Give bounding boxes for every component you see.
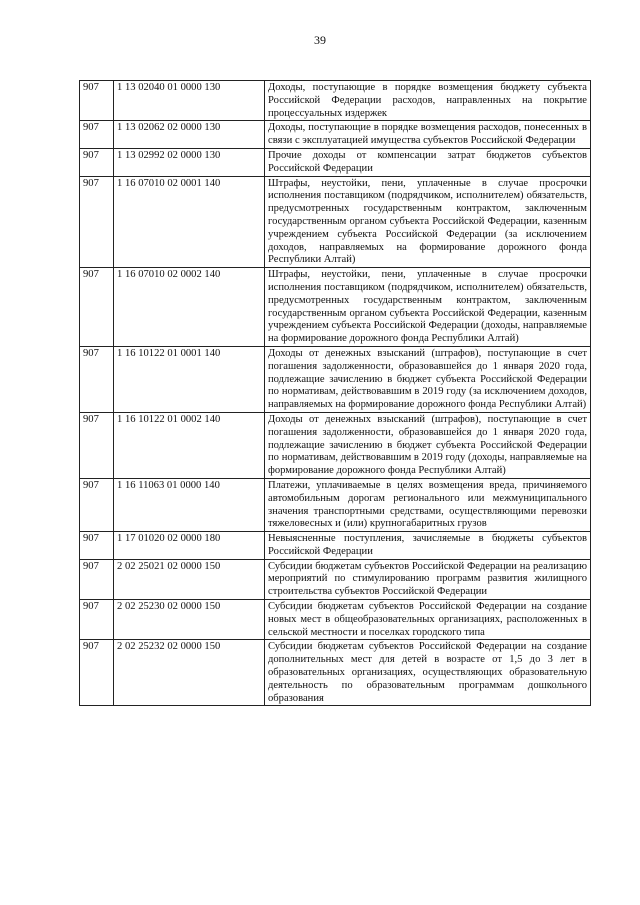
table-row — [80, 412, 591, 478]
table-row — [80, 478, 591, 531]
table-row — [80, 121, 591, 149]
description-cell: Субсидии бюджетам субъектов Российской Федерации на реализацию мероприятий по стимулированию программ развития жилищного строительства субъектов Российской Федерации — [265, 559, 591, 599]
table-row — [80, 148, 591, 176]
budget-code-cell: 1 17 01020 02 0000 180 — [114, 532, 265, 560]
budget-code-cell: 1 16 10122 01 0001 140 — [114, 346, 265, 412]
description-cell: Штрафы, неустойки, пени, уплаченные в случае просрочки исполнения поставщиком (подрядчиком, исполнителем) обязательств, предусмотренных государственным контрактом, заключенным государственным органом субъекта Российской Федерации, казенным учреждением субъекта Российской Федерации (доходы, направляемые на формирование дорожного фонда Республики Алтай) — [265, 268, 591, 347]
budget-code-cell: 1 16 11063 01 0000 140 — [114, 478, 265, 531]
admin-code-cell: 907 — [80, 559, 114, 599]
budget-code-cell: 2 02 25021 02 0000 150 — [114, 559, 265, 599]
admin-code-cell: 907 — [80, 148, 114, 176]
description-cell: Невыясненные поступления, зачисляемые в бюджеты субъектов Российской Федерации — [265, 532, 591, 560]
table-row — [80, 176, 591, 268]
admin-code-cell: 907 — [80, 81, 114, 121]
admin-code-cell: 907 — [80, 268, 114, 347]
revenue-classification-table — [79, 80, 591, 706]
budget-code-cell: 1 16 07010 02 0002 140 — [114, 268, 265, 347]
description-cell: Доходы от денежных взысканий (штрафов), поступающие в счет погашения задолженности, образовавшейся до 1 января 2020 года, подлежащие зачислению в бюджет субъекта Российской Федерации по нормативам, действовавшим в 2019 году (за исключением доходов, направляемых на формирование дорожного фонда Республики Алтай) — [265, 346, 591, 412]
admin-code-cell: 907 — [80, 412, 114, 478]
admin-code-cell: 907 — [80, 532, 114, 560]
admin-code-cell: 907 — [80, 346, 114, 412]
description-cell: Прочие доходы от компенсации затрат бюджетов субъектов Российской Федерации — [265, 148, 591, 176]
table-row — [80, 81, 591, 121]
table-row — [80, 268, 591, 347]
table-row — [80, 346, 591, 412]
admin-code-cell: 907 — [80, 478, 114, 531]
admin-code-cell: 907 — [80, 600, 114, 640]
table-row — [80, 600, 591, 640]
budget-code-cell: 1 16 07010 02 0001 140 — [114, 176, 265, 268]
description-cell: Доходы, поступающие в порядке возмещения расходов, понесенных в связи с эксплуатацией имущества субъектов Российской Федерации — [265, 121, 591, 149]
description-cell: Субсидии бюджетам субъектов Российской Федерации на создание новых мест в общеобразовательных организациях, расположенных в сельской местности и поселках городского типа — [265, 600, 591, 640]
description-cell: Доходы от денежных взысканий (штрафов), поступающие в счет погашения задолженности, образовавшейся до 1 января 2020 года, подлежащие зачислению в бюджет субъекта Российской Федерации по нормативам, действовавшим в 2019 году (доходы, направляемые на формирование дорожного фонда Республики Алтай) — [265, 412, 591, 478]
table-row — [80, 559, 591, 599]
description-cell: Субсидии бюджетам субъектов Российской Федерации на создание дополнительных мест для детей в возрасте от 1,5 до 3 лет в образовательных организациях, осуществляющих образовательную деятельность по образовательным программам дошкольного образования — [265, 640, 591, 706]
description-cell: Доходы, поступающие в порядке возмещения бюджету субъекта Российской Федерации расходов, направленных на покрытие процессуальных издержек — [265, 81, 591, 121]
budget-code-cell: 1 13 02040 01 0000 130 — [114, 81, 265, 121]
budget-code-cell: 1 13 02062 02 0000 130 — [114, 121, 265, 149]
budget-code-cell: 2 02 25232 02 0000 150 — [114, 640, 265, 706]
admin-code-cell: 907 — [80, 176, 114, 268]
admin-code-cell: 907 — [80, 121, 114, 149]
budget-code-cell: 1 16 10122 01 0002 140 — [114, 412, 265, 478]
admin-code-cell: 907 — [80, 640, 114, 706]
description-cell: Штрафы, неустойки, пени, уплаченные в случае просрочки исполнения поставщиком (подрядчиком, исполнителем) обязательств, предусмотренных государственным контрактом, заключенным государственным органом субъекта Российской Федерации, казенным учреждением субъекта Российской Федерации (за исключением доходов, направляемых на формирование дорожного фонда Республики Алтай) — [265, 176, 591, 268]
page-number: 39 — [314, 33, 326, 47]
budget-code-cell: 1 13 02992 02 0000 130 — [114, 148, 265, 176]
table-row — [80, 532, 591, 560]
description-cell: Платежи, уплачиваемые в целях возмещения вреда, причиняемого автомобильным дорогам регионального или межмуниципального значения транспортными средствами, осуществляющими перевозки тяжеловесных и (или) крупногабаритных грузов — [265, 478, 591, 531]
table-row — [80, 640, 591, 706]
budget-code-cell: 2 02 25230 02 0000 150 — [114, 600, 265, 640]
